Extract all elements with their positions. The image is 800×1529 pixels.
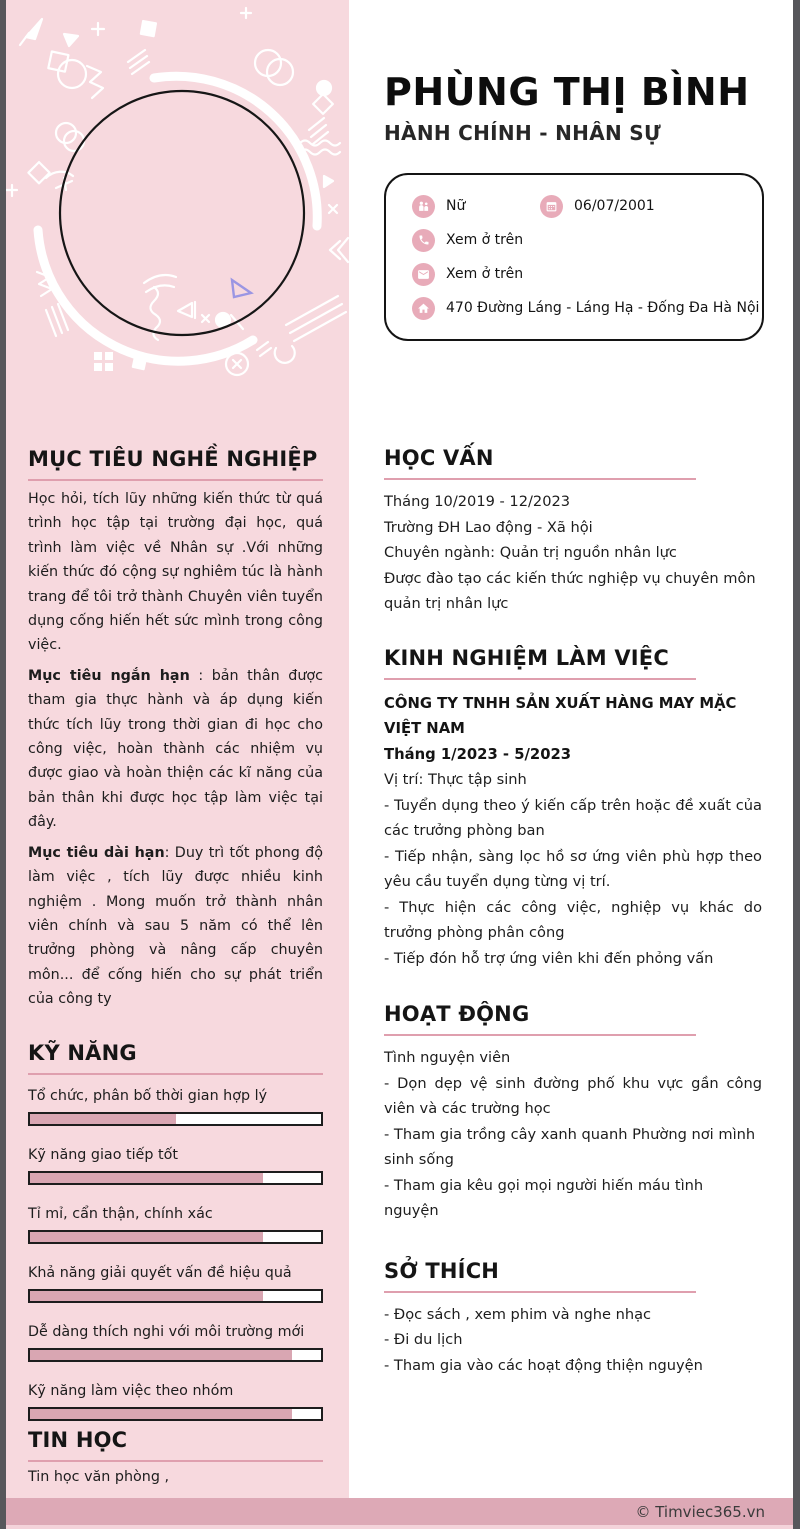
- skill-item: [28, 1324, 323, 1362]
- info-cell-gender: [412, 195, 540, 218]
- phone-value: Xem ở trên: [446, 232, 524, 248]
- skill-label: Kỹ năng giao tiếp tốt: [28, 1146, 178, 1163]
- calendar-icon: [540, 195, 563, 218]
- skill-item: [28, 1088, 323, 1126]
- objective-text: : bản thân được tham gia thực hành và áp dụng kiến thức tích lũy trong thời gian đi học cho công việc, hoàn thành các nhiệm vụ được giao và hoàn thiện các kĩ năng của bản thân khi được học tập làm việc tại đây.: [28, 667, 323, 831]
- activities-block: [384, 1045, 762, 1224]
- experience-heading: KINH NGHIỆM LÀM VIỆC: [384, 645, 696, 680]
- objective-lead: Mục tiêu ngắn hạn: [28, 667, 190, 684]
- skill-bar-fill: [30, 1232, 263, 1242]
- experience-bullet: - Tiếp đón hỗ trợ ứng viên khi đến phỏng vấn: [384, 949, 714, 967]
- experience-company: CÔNG TY TNHH SẢN XUẤT HÀNG MAY MẶC VIỆT NAM: [384, 694, 737, 737]
- experience-bullet: - Tuyển dụng theo ý kiến cấp trên hoặc đề xuất của các trưởng phòng ban: [384, 796, 762, 839]
- skill-label: Khả năng giải quyết vấn đề hiệu quả: [28, 1264, 292, 1281]
- skill-bar: [28, 1348, 323, 1362]
- skill-item: [28, 1147, 323, 1185]
- sidebar-content: [6, 446, 349, 1485]
- sidebar: [6, 0, 349, 1498]
- objective-paragraph: [28, 664, 323, 835]
- gender-icon: [412, 195, 435, 218]
- candidate-name: PHÙNG THỊ BÌNH: [384, 70, 750, 114]
- computer-skills-heading: TIN HỌC: [28, 1427, 323, 1462]
- email-icon: [412, 263, 435, 286]
- hobbies-line: - Đọc sách , xem phim và nghe nhạc: [384, 1305, 652, 1323]
- info-row: [412, 257, 750, 291]
- skill-bar-fill: [30, 1350, 292, 1360]
- skill-bar: [28, 1230, 323, 1244]
- skill-label: Tổ chức, phân bố thời gian hợp lý: [28, 1087, 268, 1104]
- computer-skills-text: Tin học văn phòng ,: [28, 1468, 170, 1485]
- education-heading: HỌC VẤN: [384, 445, 696, 480]
- photo-ring-arc: [154, 76, 317, 226]
- education-line: Chuyên ngành: Quản trị nguồn nhân lực: [384, 544, 677, 561]
- gender-value: Nữ: [446, 198, 466, 214]
- activities-line: - Tham gia kêu gọi mọi người hiến máu tình nguyện: [384, 1176, 704, 1219]
- education-block: [384, 489, 762, 617]
- address-value: 470 Đường Láng - Láng Hạ - Đống Đa Hà Nội: [446, 300, 760, 316]
- skill-bar: [28, 1289, 323, 1303]
- skill-label: Kỹ năng làm việc theo nhóm: [28, 1382, 234, 1399]
- skill-label: Tỉ mỉ, cẩn thận, chính xác: [28, 1205, 213, 1222]
- decor-pattern: [6, 0, 349, 440]
- hobbies-heading: SỞ THÍCH: [384, 1258, 696, 1293]
- skill-item: [28, 1383, 323, 1421]
- footer-credit: © Timviec365.vn: [635, 1502, 765, 1521]
- skill-item: [28, 1206, 323, 1244]
- experience-block: [384, 691, 762, 972]
- skill-item: [28, 1265, 323, 1303]
- left-edge-strip: [0, 0, 6, 1529]
- objective-heading: MỤC TIÊU NGHỀ NGHIỆP: [28, 446, 323, 481]
- home-icon: [412, 297, 435, 320]
- skills-heading: KỸ NĂNG: [28, 1040, 323, 1075]
- hobbies-block: [384, 1302, 762, 1379]
- info-row: [412, 189, 750, 223]
- experience-bullet: - Thực hiện các công việc, nghiệp vụ khác do trưởng phòng phân công: [384, 898, 762, 941]
- objective-paragraph: Học hỏi, tích lũy những kiến thức từ quá trình học tập tại trường đại học, quá trình làm việc về Nhân sự .Với những kiến thức đó cộng sự nghiêm túc là hành trang để tôi trở thành Chuyên viên tuyển dụng cống hiến hết sức mình trong công việc.: [28, 491, 323, 654]
- skill-label: Dễ dàng thích nghi với môi trường mới: [28, 1323, 305, 1340]
- info-row: [412, 291, 760, 325]
- info-cell-birthdate: [540, 195, 655, 218]
- personal-info-box: [384, 173, 764, 341]
- experience-bullet: - Tiếp nhận, sàng lọc hồ sơ ứng viên phù hợp theo yêu cầu tuyển dụng từng vị trí.: [384, 847, 762, 890]
- education-line: Trường ĐH Lao động - Xã hội: [384, 518, 593, 536]
- education-line: Tháng 10/2019 - 12/2023: [384, 493, 571, 510]
- skill-bar-fill: [30, 1114, 176, 1124]
- skill-bar: [28, 1112, 323, 1126]
- experience-position: Vị trí: Thực tập sinh: [384, 771, 527, 788]
- objective-lead: Mục tiêu dài hạn: [28, 844, 165, 861]
- doodle-arrow: [26, 19, 42, 39]
- doodle-lavender-triangle: [232, 280, 251, 297]
- right-edge-strip: [793, 0, 800, 1529]
- experience-period: Tháng 1/2023 - 5/2023: [384, 745, 572, 763]
- skill-bar: [28, 1171, 323, 1185]
- skill-bar-fill: [30, 1173, 263, 1183]
- activities-line: - Dọn dẹp vệ sinh đường phố khu vực gần công viên và các trường học: [384, 1074, 762, 1117]
- job-title: HÀNH CHÍNH - NHÂN SỰ: [384, 121, 661, 145]
- activities-heading: HOẠT ĐỘNG: [384, 1001, 696, 1036]
- footer-bar: [6, 1498, 793, 1525]
- info-row: [412, 223, 750, 257]
- activities-line: Tình nguyện viên: [384, 1049, 511, 1066]
- footer: [6, 1498, 793, 1529]
- skill-bar: [28, 1407, 323, 1421]
- photo-placeholder-circle: [60, 91, 304, 335]
- education-line: Được đào tạo các kiến thức nghiệp vụ chuyên môn quản trị nhân lực: [384, 569, 756, 612]
- photo-ring-arc: [38, 230, 253, 361]
- objective-text: : Duy trì tốt phong độ làm việc , tích lũy được nhiều kinh nghiệm . Mong muốn trở thành nhân viên chính và sau 5 năm có thể lên trưởng phòng và nâng cấp chuyên môn... để cống hiến cho sự phát triển của công ty: [28, 844, 324, 1008]
- hobbies-line: - Tham gia vào các hoạt động thiện nguyện: [384, 1356, 703, 1374]
- hobbies-line: - Đi du lịch: [384, 1331, 463, 1348]
- activities-line: - Tham gia trồng cây xanh quanh Phường nơi mình sinh sống: [384, 1125, 756, 1168]
- skill-bar-fill: [30, 1409, 292, 1419]
- main-column: [349, 0, 793, 1498]
- email-value: Xem ở trên: [446, 266, 524, 282]
- objective-paragraph: [28, 841, 323, 1012]
- skill-bar-fill: [30, 1291, 263, 1301]
- birthdate-value: 06/07/2001: [574, 198, 655, 214]
- phone-icon: [412, 229, 435, 252]
